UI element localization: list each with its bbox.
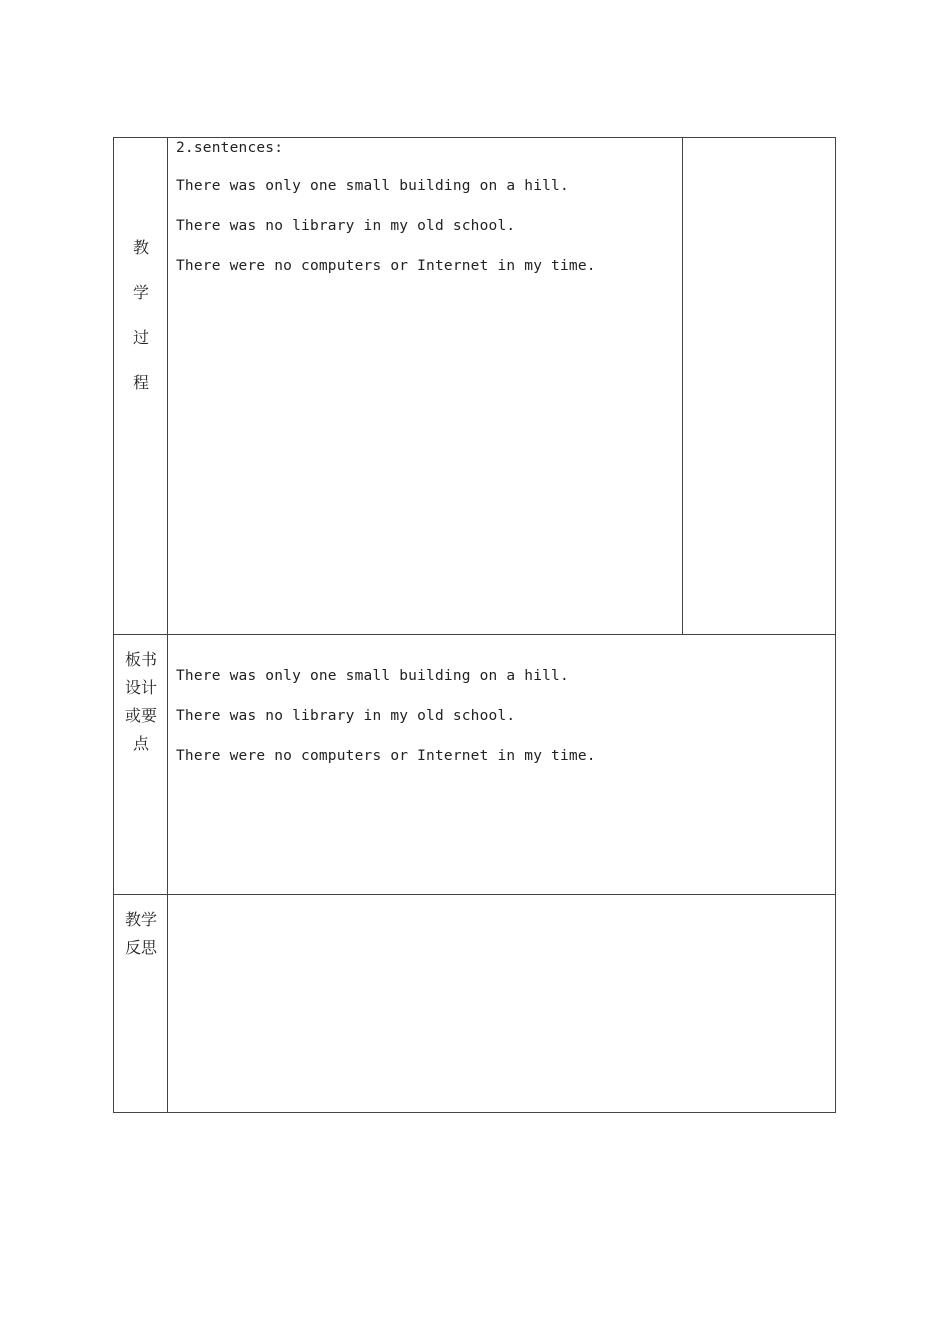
board-label-line: 点 <box>132 734 149 753</box>
process-label-char: 学 <box>132 283 149 302</box>
row-divider-1 <box>114 634 835 635</box>
process-content <box>176 140 596 298</box>
reflection-label-line: 反思 <box>124 938 157 957</box>
board-label <box>114 646 168 758</box>
process-label-char: 程 <box>132 373 149 392</box>
process-sentence: There were no computers or Internet in my time. <box>176 258 596 274</box>
lesson-plan-table <box>113 137 836 1113</box>
reflection-label <box>114 906 168 962</box>
board-content <box>176 668 596 788</box>
process-sentence: There was only one small building on a hill. <box>176 178 569 194</box>
process-label-char: 过 <box>132 328 149 347</box>
process-notes-cell <box>683 138 835 634</box>
board-label-line: 设计 <box>124 678 157 697</box>
board-label-line: 或要 <box>124 706 157 725</box>
process-heading: 2.sentences: <box>176 140 284 156</box>
board-sentence: There were no computers or Internet in my time. <box>176 748 596 764</box>
board-sentence: There was no library in my old school. <box>176 708 516 724</box>
board-label-line: 板书 <box>124 650 157 669</box>
process-sentence: There was no library in my old school. <box>176 218 516 234</box>
reflection-content <box>168 895 835 1112</box>
reflection-label-line: 教学 <box>124 910 157 929</box>
process-label-char: 教 <box>132 238 149 257</box>
process-label <box>114 238 168 418</box>
board-sentence: There was only one small building on a hill. <box>176 668 569 684</box>
